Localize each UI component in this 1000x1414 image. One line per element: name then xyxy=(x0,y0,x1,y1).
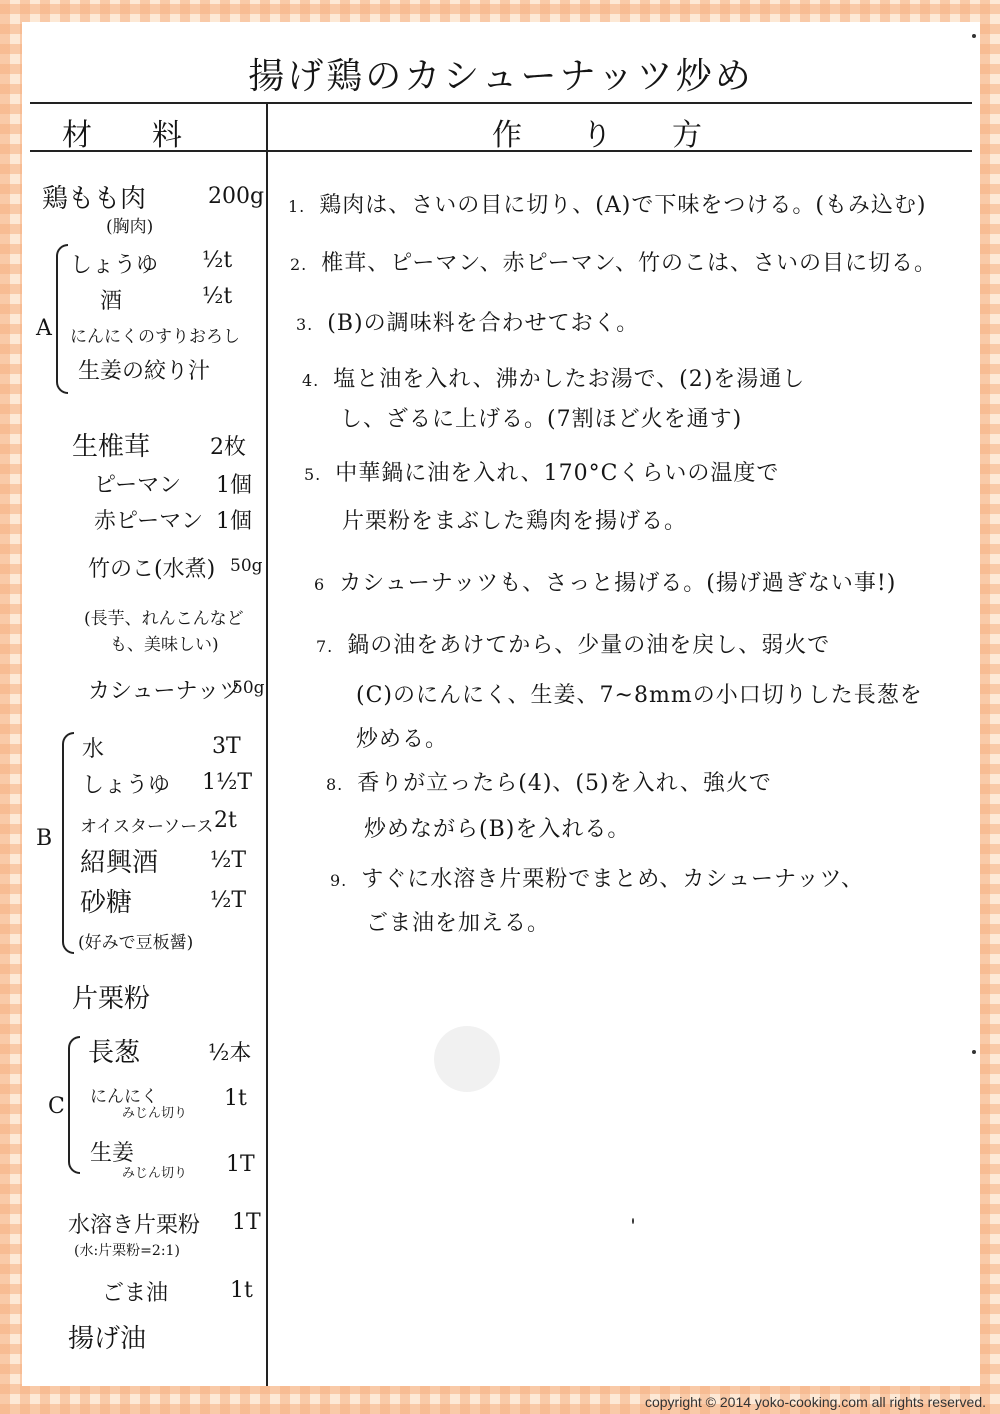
ingredient-cashew: カシューナッツ xyxy=(88,679,242,704)
group-b-item: 紹興酒 xyxy=(80,848,159,878)
step-number: 6 xyxy=(314,575,326,594)
group-b-amount: ½T xyxy=(210,888,246,913)
group-b-amount: 1½T xyxy=(202,770,252,795)
ingredient-veg: 竹のこ(水煮) xyxy=(88,557,216,582)
ingredient-chicken-amount: 200g xyxy=(208,184,265,209)
group-b-label: B xyxy=(36,826,53,851)
step-7-cont: (C)のにんにく、生姜、7~8mmの小口切りした長葱を xyxy=(356,683,923,708)
ingredient-sesame-amount: 1t xyxy=(230,1278,253,1303)
step-number: 9. xyxy=(330,871,348,890)
group-c-amount: 1T xyxy=(226,1152,255,1177)
step-text: (B)の調味料を合わせておく。 xyxy=(327,311,640,336)
group-b-item: 水 xyxy=(82,737,105,762)
ingredient-slurry-amount: 1T xyxy=(232,1210,261,1235)
step-text: カシューナッツも、さっと揚げる。(揚げ過ぎない事!) xyxy=(339,571,897,596)
group-c-item: 長葱 xyxy=(88,1038,141,1068)
group-c-amount: ½本 xyxy=(208,1041,252,1066)
title-rule xyxy=(30,102,972,104)
step-text: 椎茸、ピーマン、赤ピーマン、竹のこは、さいの目に切る。 xyxy=(321,251,937,276)
step-5-cont: 片栗粉をまぶした鶏肉を揚げる。 xyxy=(342,509,688,534)
ingredient-sesame: ごま油 xyxy=(102,1281,169,1306)
group-c-item: にんにく xyxy=(90,1087,158,1107)
step-number: 2. xyxy=(290,255,308,274)
ingredient-veg-amount: 1個 xyxy=(216,473,252,498)
ingredients-header: 材料 xyxy=(62,118,242,153)
group-b-item: オイスターソース xyxy=(80,817,214,837)
recipe-title: 揚げ鶏のカシューナッツ炒め xyxy=(248,56,754,97)
group-a-item: 生姜の絞り汁 xyxy=(78,359,211,384)
ingredient-frying-oil: 揚げ油 xyxy=(68,1324,147,1354)
group-b-amount: ½T xyxy=(210,848,246,873)
step-number: 5. xyxy=(304,465,322,484)
step-text: 鍋の油をあけてから、少量の油を戻し、弱火で xyxy=(347,633,831,658)
group-a-item: 酒 xyxy=(100,289,123,314)
group-c-brace xyxy=(68,1036,80,1174)
ingredient-slurry-note: (水:片栗粉=2:1) xyxy=(74,1243,180,1259)
paper-speck xyxy=(972,34,976,38)
group-a-label: A xyxy=(36,316,52,341)
method-header: 作り方 xyxy=(492,118,762,153)
ingredient-veg: 赤ピーマン xyxy=(94,509,204,534)
step-text: 塩と油を入れ、沸かしたお湯で、(2)を湯通し xyxy=(333,367,806,392)
step-number: 8. xyxy=(326,775,344,794)
step-number: 4. xyxy=(302,371,320,390)
ingredient-veg: ピーマン xyxy=(94,473,182,498)
group-c-label: C xyxy=(48,1094,65,1119)
step-8 xyxy=(326,766,772,797)
ingredient-slurry: 水溶き片栗粉 xyxy=(68,1213,201,1238)
step-text: 香りが立ったら(4)、(5)を入れ、強火で xyxy=(357,771,772,796)
step-2 xyxy=(290,246,937,277)
step-number: 3. xyxy=(296,315,314,334)
ingredient-chicken: 鶏もも肉 xyxy=(42,184,147,214)
ingredient-veg-note: (長芋、れんこんなど xyxy=(84,609,244,629)
step-1 xyxy=(288,188,927,219)
ingredient-veg-amount: 2枚 xyxy=(210,435,246,460)
group-b-item: 砂糖 xyxy=(80,888,133,918)
step-9-cont: ごま油を加える。 xyxy=(366,911,551,936)
group-c-sub: みじん切り xyxy=(122,1106,188,1121)
step-number: 7. xyxy=(316,637,334,656)
step-4-cont: し、ざるに上げる。(7割ほど火を通す) xyxy=(340,407,743,432)
step-7 xyxy=(316,628,830,659)
copyright-footer: copyright © 2014 yoko-cooking.com all rights reserved. xyxy=(644,1394,986,1410)
group-c-sub: みじん切り xyxy=(122,1166,188,1181)
ingredient-starch: 片栗粉 xyxy=(72,984,151,1014)
step-text: 中華鍋に油を入れ、170°Cくらいの温度で xyxy=(335,461,780,486)
step-text: 鶏肉は、さいの目に切り、(A)で下味をつける。(もみ込む) xyxy=(319,193,927,218)
group-b-note: (好みで豆板醤) xyxy=(78,933,194,953)
recipe-sheet xyxy=(22,22,980,1386)
paper-speck xyxy=(972,1050,976,1054)
ingredient-veg-amount: 50g xyxy=(230,556,263,576)
group-b-amount: 3T xyxy=(212,734,241,759)
column-divider xyxy=(266,102,268,1386)
group-c-amount: 1t xyxy=(224,1086,247,1111)
step-3 xyxy=(296,306,639,337)
group-a-item: にんにくのすりおろし xyxy=(70,327,240,347)
step-text: すぐに水溶き片栗粉でまとめ、カシューナッツ、 xyxy=(361,867,864,892)
group-a-brace xyxy=(56,244,68,394)
group-a-amount: ½t xyxy=(202,248,233,273)
step-7-cont: 炒める。 xyxy=(356,727,449,752)
step-5 xyxy=(304,456,779,487)
ingredient-cashew-amount: 50g xyxy=(232,678,265,698)
group-b-amount: 2t xyxy=(214,808,237,833)
step-9 xyxy=(330,862,864,893)
paper-smudge xyxy=(434,1026,500,1092)
paper-speck xyxy=(632,1218,634,1224)
group-a-item: しょうゆ xyxy=(70,253,159,278)
step-number: 1. xyxy=(288,197,306,216)
group-c-item: 生姜 xyxy=(90,1141,135,1166)
ingredient-veg-amount: 1個 xyxy=(216,509,252,534)
group-a-amount: ½t xyxy=(202,284,233,309)
ingredient-chicken-note: (胸肉) xyxy=(106,217,154,237)
step-4 xyxy=(302,362,805,393)
step-6 xyxy=(314,566,896,597)
step-8-cont: 炒めながら(B)を入れる。 xyxy=(364,817,631,842)
group-b-brace xyxy=(62,732,74,954)
group-b-item: しょうゆ xyxy=(82,773,171,798)
ingredient-veg: 生椎茸 xyxy=(72,432,151,462)
ingredient-veg-note: も、美味しい) xyxy=(110,635,219,655)
